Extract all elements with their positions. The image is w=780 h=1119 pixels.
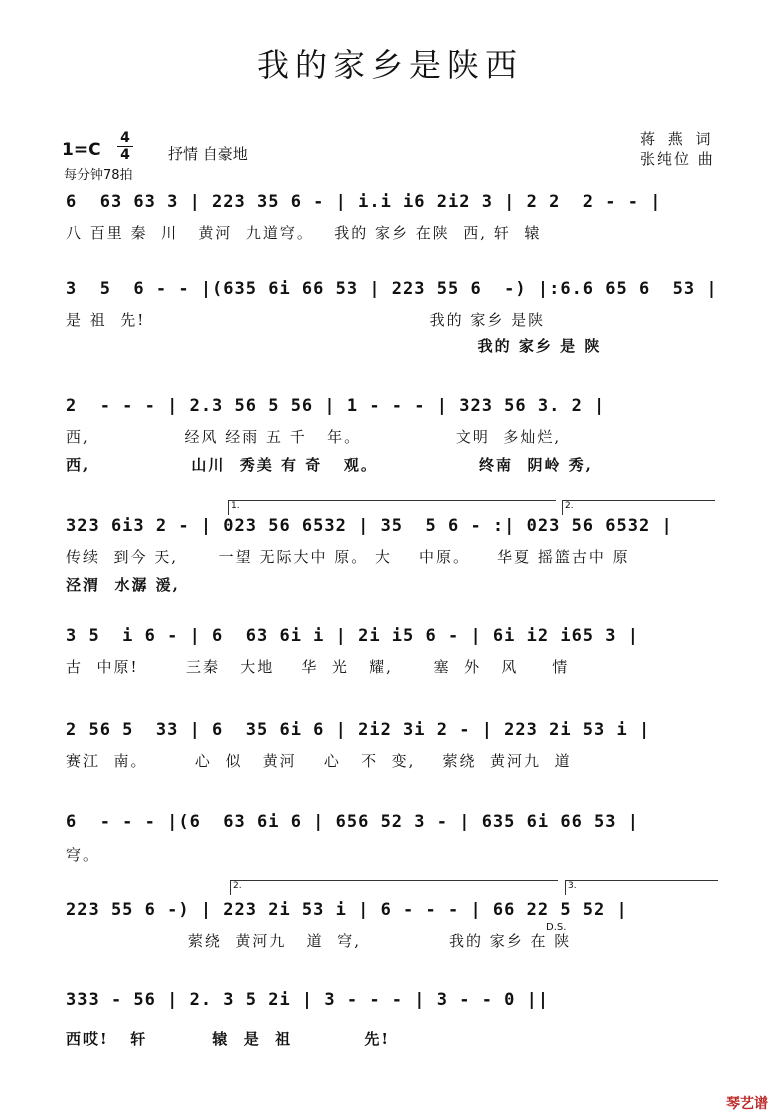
notation-line: 6 - - - |(6 63 6i 6 | 656 52 3 - | 635 6i 66 53 | <box>66 812 639 832</box>
time-denominator: 4 <box>120 147 130 163</box>
lyric-line: 萦绕 黄河九 道 穹, 我的 家乡 在 陕 <box>66 932 572 950</box>
lyricist-credit: 蒋 燕 词 <box>640 130 715 148</box>
lyric-line: 西, 经风 经雨 五 千 年。 文明 多灿烂, <box>66 428 562 446</box>
composer-credit: 张纯位 曲 <box>640 150 715 168</box>
time-numerator: 4 <box>120 130 130 146</box>
notation-line: 2 - - - | 2.3 56 5 56 | 1 - - - | 323 56 3. 2 | <box>66 396 606 416</box>
lyric-line: 八 百里 秦 川 黄河 九道穹。 我的 家乡 在陕 西, 轩 辕 <box>66 224 542 242</box>
notation-line: 3 5 i 6 - | 6 63 6i i | 2i i5 6 - | 6i i2 i65 3 | <box>66 626 639 646</box>
lyric-line: 西哎! 轩 辕 是 祖 先! <box>66 1030 390 1048</box>
notation-line: 2 56 5 33 | 6 35 6i 6 | 2i2 3i 2 - | 223 2i 53 i | <box>66 720 651 740</box>
volta-bracket-2b: 2. <box>230 880 558 895</box>
lyric-line: 西, 山川 秀美 有 奇 观。 终南 阴岭 秀, <box>66 456 593 474</box>
lyric-line: 泾渭 水潺 湲, <box>66 576 180 594</box>
lyric-line: 传续 到今 天, 一望 无际大中 原。 大 中原。 华夏 摇篮古中 原 <box>66 548 630 566</box>
notation-line: 223 55 6 -) | 223 2i 53 i | 6 - - - | 66 22 5 52 | <box>66 900 628 920</box>
notation-line: 6 63 63 3 | 223 35 6 - | i.i i6 2i2 3 | 2 2 2 - - | <box>66 192 662 212</box>
notation-line: 333 - 56 | 2. 3 5 2i | 3 - - - | 3 - - 0 || <box>66 990 550 1010</box>
site-logo: 琴艺谱 <box>726 1096 768 1112</box>
lyric-line: 是 祖 先! 我的 家乡 是陕 <box>66 311 546 329</box>
time-signature <box>117 130 133 163</box>
lyric-line: 赛江 南。 心 似 黄河 心 不 变, 萦绕 黄河九 道 <box>66 752 572 770</box>
dal-segno-mark: D.S. <box>546 922 567 933</box>
lyric-line: 古 中原! 三秦 大地 华 光 耀, 塞 外 风 情 <box>66 658 570 676</box>
page-title: 我的家乡是陕西 <box>256 46 523 84</box>
volta-bracket-3: 3. <box>565 880 718 895</box>
volta-bracket-2: 2. <box>562 500 715 515</box>
lyric-line: 穹。 <box>66 846 101 864</box>
lyric-line: 我的 家乡 是 陕 <box>66 337 602 355</box>
tempo-mark: 每分钟78拍 <box>64 168 133 183</box>
expression-mark: 抒情 自豪地 <box>168 145 248 163</box>
notation-line: 3 5 6 - - |(635 6i 66 53 | 223 55 6 -) |:6.6 65 6 53 | <box>66 279 718 299</box>
volta-bracket-1: 1. <box>228 500 556 515</box>
notation-line: 323 6i3 2 - | 023 56 6532 | 35 5 6 - :| 023 56 6532 | <box>66 516 673 536</box>
key-signature: 1=C <box>62 140 101 160</box>
